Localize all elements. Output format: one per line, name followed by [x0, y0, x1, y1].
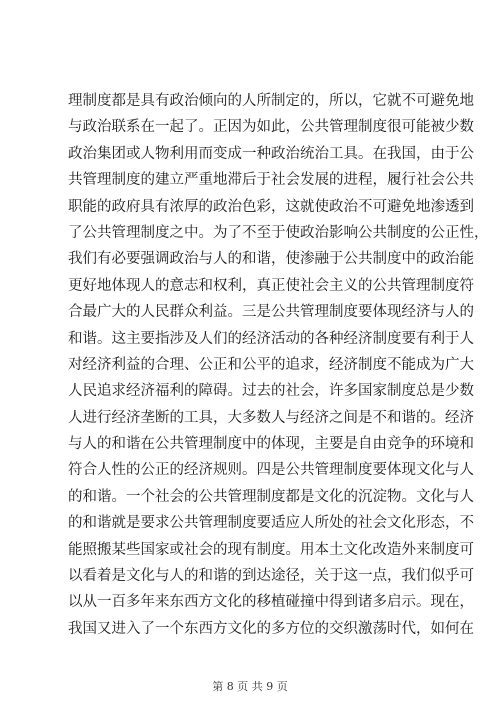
text-line: 与人的和谐在公共管理制度中的体现，主要是自由竞争的环境和: [68, 436, 474, 453]
text-line: 人进行经济垄断的工具，大多数人与经济之间是不和谐的。经济: [68, 409, 474, 426]
page-number-footer: 第 8 页 共 9 页: [212, 680, 288, 693]
text-line: 对经济利益的合理、公正和公平的追求，经济制度不能成为广大: [68, 356, 474, 373]
text-line: 符合人性的公正的经济规则。四是公共管理制度要体现文化与人: [68, 462, 474, 479]
text-line: 共管理制度的建立严重地滞后于社会发展的进程，履行社会公共: [68, 172, 474, 189]
text-line: 以看着是文化与人的和谐的到达途径，关于这一点，我们似乎可: [68, 568, 474, 585]
text-line: 的和谐。一个社会的公共管理制度都是文化的沉淀物。文化与人: [68, 488, 474, 505]
text-line: 人民追求经济福利的障碍。过去的社会，许多国家制度总是少数: [68, 383, 474, 400]
body-paragraph: [68, 88, 489, 642]
text-line: 职能的政府具有浓厚的政治色彩，这就使政治不可避免地渗透到: [68, 198, 474, 215]
text-line: 政治集团或人物利用而变成一种政治统治工具。在我国，由于公: [68, 145, 474, 162]
text-line: 更好地体现人的意志和权利，真正使社会主义的公共管理制度符: [68, 277, 474, 294]
text-line: 的和谐就是要求公共管理制度要适应人所处的社会文化形态，不: [68, 515, 474, 532]
text-line: 能照搬某些国家或社会的现有制度。用本土文化改造外来制度可: [68, 541, 474, 558]
text-line: 与政治联系在一起了。正因为如此，公共管理制度很可能被少数: [68, 119, 474, 136]
text-line: 我们有必要强调政治与人的和谐，使渗融于公共制度中的政治能: [68, 251, 474, 268]
text-line: 了公共管理制度之中。为了不至于使政治影响公共制度的公正性，: [68, 224, 489, 241]
text-line: 理制度都是具有政治倾向的人所制定的，所以，它就不可避免地: [68, 93, 474, 109]
text-line: 合最广大的人民群众利益。三是公共管理制度要体现经济与人的: [68, 304, 474, 321]
text-line: 以从一百多年来东西方文化的移植碰撞中得到诸多启示。现在，: [68, 594, 474, 611]
text-line: 我国又进入了一个东西方文化的多方位的交织激荡时代，如何在: [68, 620, 474, 637]
text-line: 和谐。这主要指涉及人们的经济活动的各种经济制度要有利于人: [68, 330, 474, 347]
